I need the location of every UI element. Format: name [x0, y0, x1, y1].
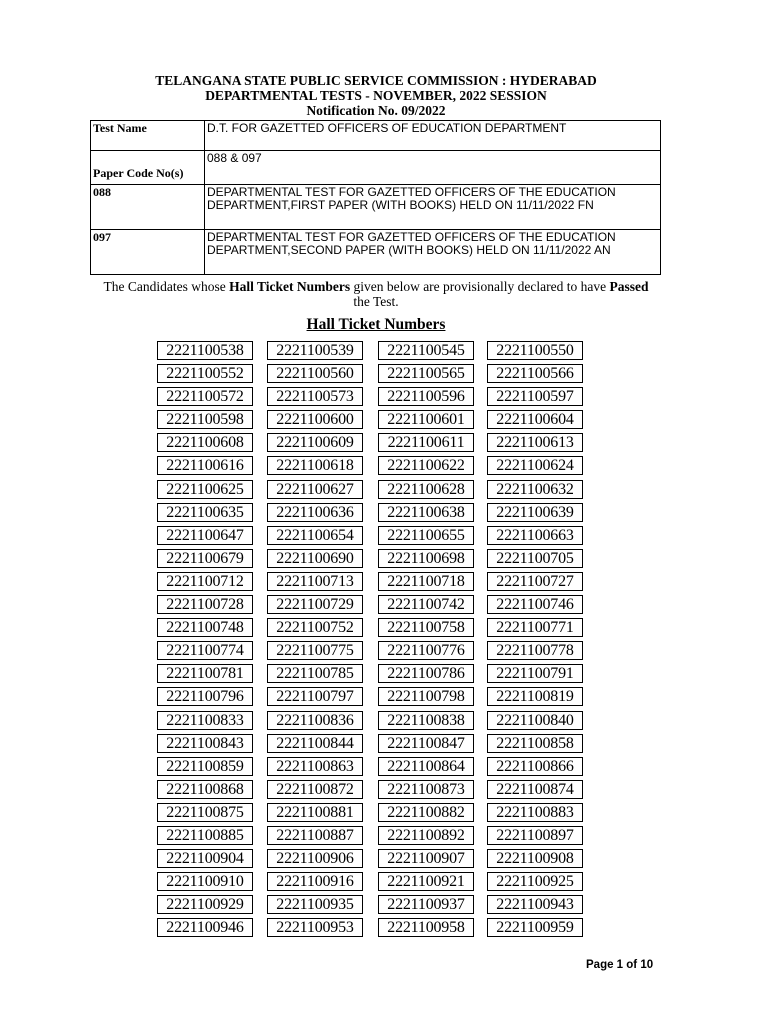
hall-ticket-row — [157, 387, 597, 410]
hall-ticket-number: 2221100601 — [378, 410, 474, 429]
hall-ticket-number: 2221100774 — [157, 641, 253, 660]
test-info-table — [90, 120, 661, 275]
hall-ticket-row — [157, 780, 597, 803]
test-name-label: Test Name — [91, 121, 205, 151]
hall-ticket-number: 2221100611 — [378, 433, 474, 452]
hall-ticket-number: 2221100622 — [378, 456, 474, 475]
hall-ticket-number: 2221100638 — [378, 503, 474, 522]
hall-ticket-row — [157, 549, 597, 572]
paper2-code: 097 — [91, 230, 205, 275]
hall-ticket-number: 2221100600 — [267, 410, 363, 429]
hall-ticket-number: 2221100663 — [487, 526, 583, 545]
hall-ticket-row — [157, 711, 597, 734]
hall-ticket-number: 2221100597 — [487, 387, 583, 406]
hall-ticket-number: 2221100925 — [487, 872, 583, 891]
hall-ticket-number: 2221100604 — [487, 410, 583, 429]
hall-ticket-row — [157, 872, 597, 895]
hall-ticket-number: 2221100897 — [487, 826, 583, 845]
hall-ticket-number: 2221100572 — [157, 387, 253, 406]
hall-ticket-number: 2221100705 — [487, 549, 583, 568]
hall-ticket-number: 2221100937 — [378, 895, 474, 914]
hall-ticket-row — [157, 526, 597, 549]
test-name-value: D.T. FOR GAZETTED OFFICERS OF EDUCATION DEPARTMENT — [205, 121, 661, 151]
hall-ticket-number: 2221100873 — [378, 780, 474, 799]
hall-ticket-number: 2221100874 — [487, 780, 583, 799]
hall-ticket-number: 2221100844 — [267, 734, 363, 753]
hall-ticket-number: 2221100758 — [378, 618, 474, 637]
hall-ticket-number: 2221100647 — [157, 526, 253, 545]
hall-ticket-number: 2221100882 — [378, 803, 474, 822]
paper1-description: DEPARTMENTAL TEST FOR GAZETTED OFFICERS OF THE EDUCATION DEPARTMENT,FIRST PAPER (WITH BOOKS) HELD ON 11/11/2022 FN — [205, 185, 661, 230]
notification-number: Notification No. 09/2022 — [306, 103, 446, 118]
hall-ticket-number: 2221100771 — [487, 618, 583, 637]
hall-ticket-number: 2221100729 — [267, 595, 363, 614]
hall-ticket-number: 2221100843 — [157, 734, 253, 753]
hall-ticket-number: 2221100609 — [267, 433, 363, 452]
hall-ticket-number: 2221100625 — [157, 480, 253, 499]
hall-ticket-number: 2221100718 — [378, 572, 474, 591]
hall-ticket-number: 2221100946 — [157, 918, 253, 937]
hall-ticket-row — [157, 687, 597, 710]
hall-ticket-row — [157, 456, 597, 479]
test-name-row — [91, 121, 661, 151]
hall-ticket-number: 2221100910 — [157, 872, 253, 891]
paper2-row — [91, 230, 661, 275]
intro-bold-hall-ticket: Hall Ticket Numbers — [229, 279, 351, 294]
paper1-row — [91, 185, 661, 230]
hall-ticket-number: 2221100550 — [487, 341, 583, 360]
hall-ticket-number: 2221100943 — [487, 895, 583, 914]
hall-ticket-row — [157, 895, 597, 918]
hall-ticket-number: 2221100742 — [378, 595, 474, 614]
hall-ticket-number: 2221100628 — [378, 480, 474, 499]
paper-code-label: Paper Code No(s) — [91, 151, 205, 185]
session-title: DEPARTMENTAL TESTS - NOVEMBER, 2022 SESSION — [205, 88, 547, 103]
hall-ticket-number: 2221100655 — [378, 526, 474, 545]
hall-ticket-number: 2221100775 — [267, 641, 363, 660]
hall-ticket-row — [157, 595, 597, 618]
hall-ticket-number: 2221100748 — [157, 618, 253, 637]
hall-ticket-number: 2221100713 — [267, 572, 363, 591]
hall-ticket-number: 2221100632 — [487, 480, 583, 499]
hall-ticket-number: 2221100866 — [487, 757, 583, 776]
hall-ticket-number: 2221100698 — [378, 549, 474, 568]
hall-ticket-row — [157, 641, 597, 664]
hall-ticket-number: 2221100598 — [157, 410, 253, 429]
intro-text-3: the Test. — [353, 294, 399, 309]
intro-text-1: The Candidates whose — [103, 279, 230, 294]
hall-ticket-row — [157, 503, 597, 526]
hall-ticket-number: 2221100560 — [267, 364, 363, 383]
hall-ticket-number: 2221100863 — [267, 757, 363, 776]
hall-ticket-number: 2221100627 — [267, 480, 363, 499]
hall-ticket-number: 2221100908 — [487, 849, 583, 868]
hall-ticket-number: 2221100624 — [487, 456, 583, 475]
hall-ticket-number: 2221100858 — [487, 734, 583, 753]
hall-ticket-number: 2221100538 — [157, 341, 253, 360]
hall-ticket-number: 2221100752 — [267, 618, 363, 637]
hall-ticket-number: 2221100785 — [267, 664, 363, 683]
hall-ticket-number: 2221100883 — [487, 803, 583, 822]
paper1-code: 088 — [91, 185, 205, 230]
commission-title: TELANGANA STATE PUBLIC SERVICE COMMISSION : HYDERABAD — [155, 73, 597, 88]
hall-ticket-number: 2221100776 — [378, 641, 474, 660]
hall-ticket-row — [157, 410, 597, 433]
hall-ticket-row — [157, 803, 597, 826]
hall-ticket-number: 2221100690 — [267, 549, 363, 568]
hall-ticket-number: 2221100953 — [267, 918, 363, 937]
hall-ticket-number: 2221100654 — [267, 526, 363, 545]
hall-ticket-number: 2221100868 — [157, 780, 253, 799]
hall-ticket-number: 2221100907 — [378, 849, 474, 868]
hall-ticket-grid — [157, 341, 597, 941]
paper2-description: DEPARTMENTAL TEST FOR GAZETTED OFFICERS OF THE EDUCATION DEPARTMENT,SECOND PAPER (WITH BOOKS) HELD ON 11/11/2022 AN — [205, 230, 661, 275]
hall-ticket-number: 2221100833 — [157, 711, 253, 730]
hall-ticket-number: 2221100838 — [378, 711, 474, 730]
hall-ticket-number: 2221100727 — [487, 572, 583, 591]
hall-ticket-row — [157, 572, 597, 595]
hall-ticket-row — [157, 849, 597, 872]
hall-ticket-row — [157, 480, 597, 503]
hall-ticket-number: 2221100791 — [487, 664, 583, 683]
paper-code-value: 088 & 097 — [205, 151, 661, 185]
hall-ticket-number: 2221100613 — [487, 433, 583, 452]
hall-ticket-number: 2221100836 — [267, 711, 363, 730]
paper-code-row — [91, 151, 661, 185]
hall-ticket-number: 2221100552 — [157, 364, 253, 383]
hall-ticket-number: 2221100712 — [157, 572, 253, 591]
hall-ticket-number: 2221100935 — [267, 895, 363, 914]
hall-ticket-number: 2221100885 — [157, 826, 253, 845]
hall-ticket-number: 2221100778 — [487, 641, 583, 660]
document-header — [0, 73, 752, 118]
hall-ticket-row — [157, 918, 597, 941]
hall-ticket-number: 2221100921 — [378, 872, 474, 891]
hall-ticket-number: 2221100635 — [157, 503, 253, 522]
intro-bold-passed: Passed — [609, 279, 649, 294]
hall-ticket-title: Hall Ticket Numbers — [306, 316, 446, 333]
hall-ticket-number: 2221100906 — [267, 849, 363, 868]
hall-ticket-number: 2221100819 — [487, 687, 583, 706]
hall-ticket-number: 2221100958 — [378, 918, 474, 937]
hall-ticket-number: 2221100781 — [157, 664, 253, 683]
intro-paragraph — [100, 279, 652, 309]
hall-ticket-row — [157, 734, 597, 757]
intro-text-2: given below are provisionally declared to have — [350, 279, 610, 294]
hall-ticket-number: 2221100864 — [378, 757, 474, 776]
hall-ticket-number: 2221100596 — [378, 387, 474, 406]
hall-ticket-number: 2221100797 — [267, 687, 363, 706]
hall-ticket-number: 2221100892 — [378, 826, 474, 845]
hall-ticket-number: 2221100566 — [487, 364, 583, 383]
hall-ticket-number: 2221100636 — [267, 503, 363, 522]
hall-ticket-number: 2221100618 — [267, 456, 363, 475]
hall-ticket-number: 2221100608 — [157, 433, 253, 452]
hall-ticket-number: 2221100916 — [267, 872, 363, 891]
hall-ticket-number: 2221100959 — [487, 918, 583, 937]
hall-ticket-number: 2221100545 — [378, 341, 474, 360]
hall-ticket-number: 2221100887 — [267, 826, 363, 845]
hall-ticket-number: 2221100929 — [157, 895, 253, 914]
hall-ticket-row — [157, 826, 597, 849]
hall-ticket-number: 2221100881 — [267, 803, 363, 822]
hall-ticket-number: 2221100539 — [267, 341, 363, 360]
hall-ticket-number: 2221100616 — [157, 456, 253, 475]
hall-ticket-row — [157, 757, 597, 780]
hall-ticket-row — [157, 618, 597, 641]
hall-ticket-row — [157, 341, 597, 364]
hall-ticket-row — [157, 433, 597, 456]
hall-ticket-number: 2221100859 — [157, 757, 253, 776]
hall-ticket-number: 2221100872 — [267, 780, 363, 799]
hall-ticket-number: 2221100875 — [157, 803, 253, 822]
hall-ticket-number: 2221100565 — [378, 364, 474, 383]
hall-ticket-number: 2221100796 — [157, 687, 253, 706]
hall-ticket-number: 2221100639 — [487, 503, 583, 522]
hall-ticket-number: 2221100728 — [157, 595, 253, 614]
hall-ticket-number: 2221100840 — [487, 711, 583, 730]
hall-ticket-number: 2221100847 — [378, 734, 474, 753]
hall-ticket-row — [157, 664, 597, 687]
hall-ticket-number: 2221100904 — [157, 849, 253, 868]
page-number: Page 1 of 10 — [586, 959, 654, 971]
hall-ticket-number: 2221100798 — [378, 687, 474, 706]
hall-ticket-row — [157, 364, 597, 387]
hall-ticket-number: 2221100679 — [157, 549, 253, 568]
hall-ticket-number: 2221100573 — [267, 387, 363, 406]
hall-ticket-number: 2221100746 — [487, 595, 583, 614]
hall-ticket-number: 2221100786 — [378, 664, 474, 683]
